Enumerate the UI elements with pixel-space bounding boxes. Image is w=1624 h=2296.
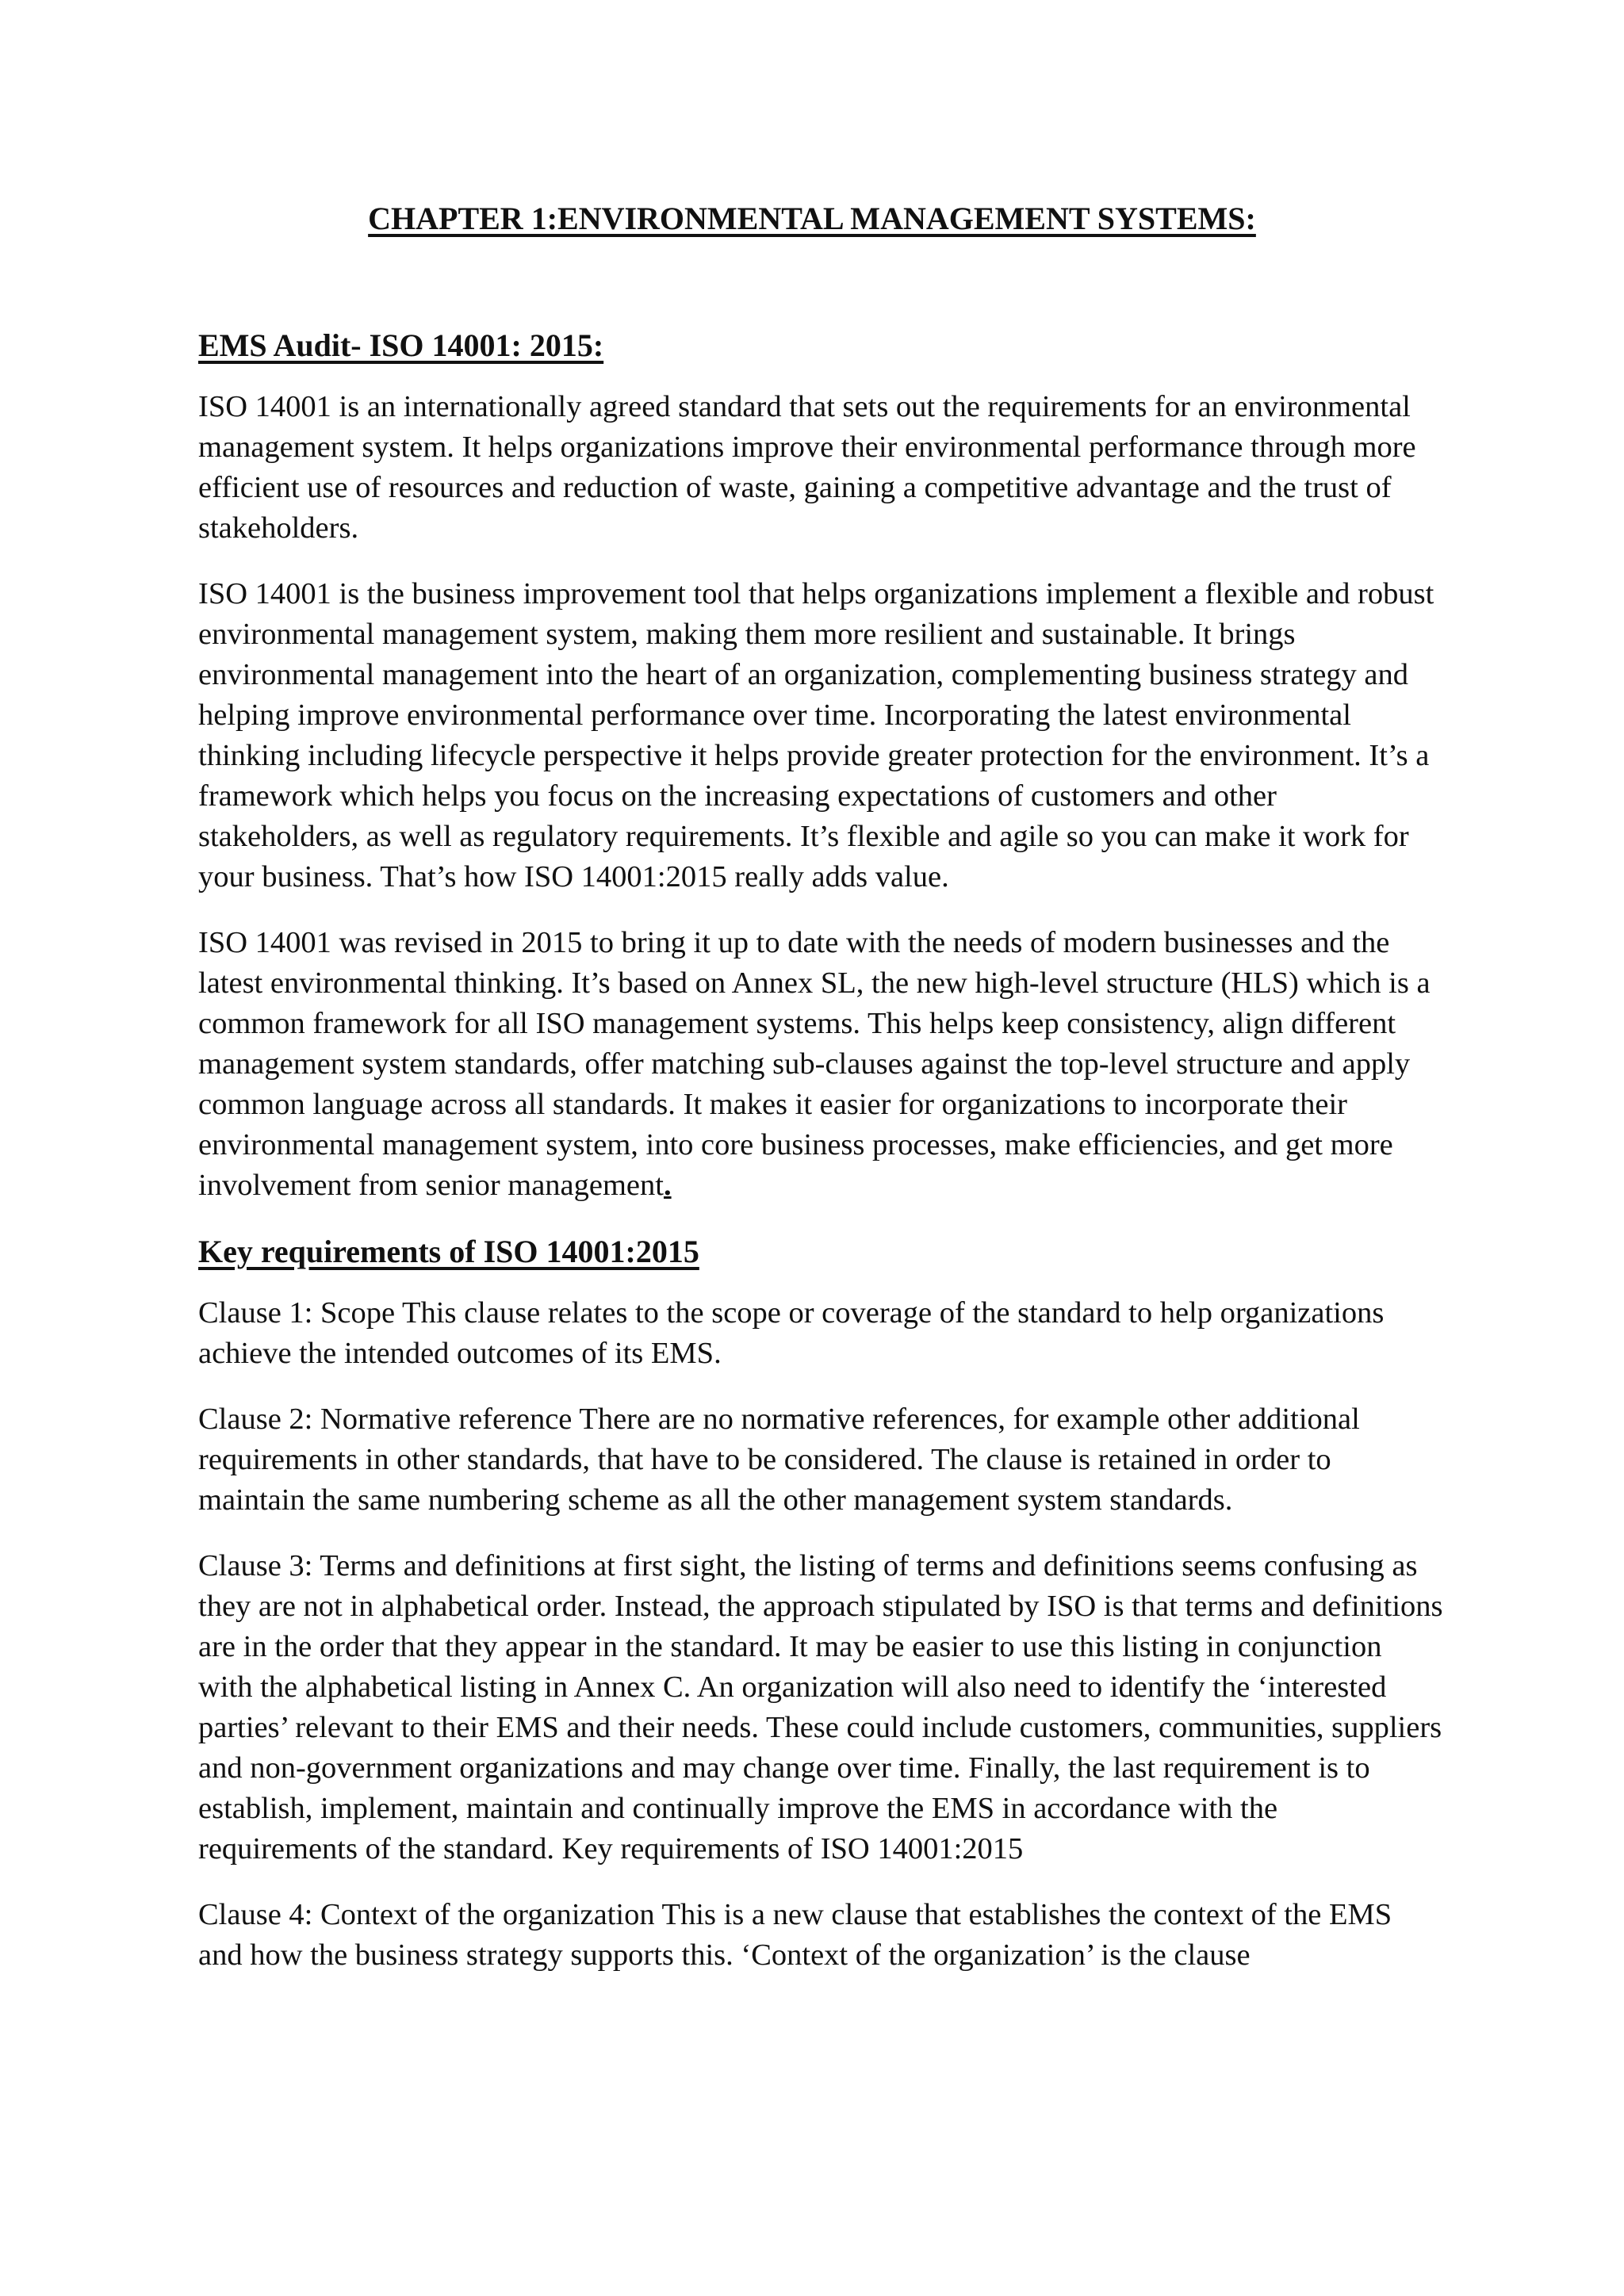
- chapter-title: CHAPTER 1:ENVIRONMENTAL MANAGEMENT SYSTEMS:: [368, 201, 1256, 236]
- document-body: [198, 325, 1443, 2001]
- section-heading-ems-audit: EMS Audit- ISO 14001: 2015:: [198, 327, 604, 363]
- section-heading-key-requirements: Key requirements of ISO 14001:2015: [198, 1234, 699, 1269]
- paragraph-iso-revision-text: ISO 14001 was revised in 2015 to bring it up to date with the needs of modern businesses and the latest environmental thinking. It’s based on Annex SL, the new high-level structure (HLS) which is a common framework for all ISO management systems. This helps keep consistency, align different management system standards, offer matching sub-clauses against the top-level structure and apply common language across all standards. It makes it easier for organizations to incorporate their environmental management system, into core business processes, make efficiencies, and get more involvement from senior management: [198, 926, 1431, 1202]
- paragraph-clause-1: Clause 1: Scope This clause relates to the scope or coverage of the standard to help organizations achieve the intended outcomes of its EMS.: [198, 1296, 1385, 1370]
- paragraph-clause-3: Clause 3: Terms and definitions at first sight, the listing of terms and definitions seems confusing as they are not in alphabetical order. Instead, the approach stipulated by ISO is that terms and definitions are in the order that they appear in the standard. It may be easier to use this listing in conjunction with the alphabetical listing in Annex C. An organization will also need to identify the ‘interested parties’ relevant to their EMS and their needs. These could include customers, communities, suppliers and non-government organizations and may change over time. Finally, the last requirement is to establish, implement, maintain and continually improve the EMS in accordance with the requirements of the standard. Key requirements of ISO 14001:2015: [198, 1549, 1443, 1866]
- paragraph-end-mark: .: [663, 1169, 672, 1202]
- paragraph-clause-2: Clause 2: Normative reference There are no normative references, for example other additional requirements in other standards, that have to be considered. The clause is retained in order to maintain the same numbering scheme as all the other management system standards.: [198, 1402, 1360, 1517]
- paragraph-iso-intro: ISO 14001 is an internationally agreed standard that sets out the requirements for an environmental management system. It helps organizations improve their environmental performance through more efficient use of resources and reduction of waste, gaining a competitive advantage and the trust of stakeholders.: [198, 390, 1416, 545]
- paragraph-iso-revision: [198, 923, 1443, 1206]
- paragraph-iso-business-tool: ISO 14001 is the business improvement tool that helps organizations implement a flexible and robust environmental management system, making them more resilient and sustainable. It brings environmental management into the heart of an organization, complementing business strategy and helping improve environmental performance over time. Incorporating the latest environmental thinking including lifecycle perspective it helps provide greater protection for the environment. It’s a framework which helps you focus on the increasing expectations of customers and other stakeholders, as well as regulatory requirements. It’s flexible and agile so you can make it work for your business. That’s how ISO 14001:2015 really adds value.: [198, 577, 1434, 894]
- paragraph-clause-4: Clause 4: Context of the organization This is a new clause that establishes the context of the EMS and how the business strategy supports this. ‘Context of the organization’ is the clause: [198, 1898, 1392, 1972]
